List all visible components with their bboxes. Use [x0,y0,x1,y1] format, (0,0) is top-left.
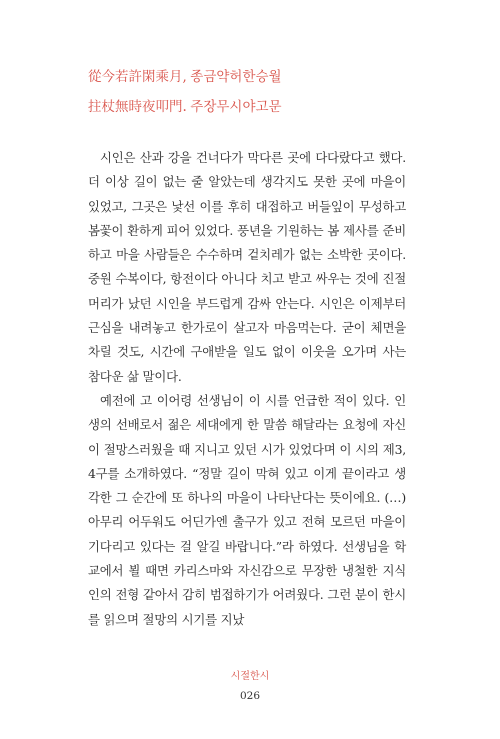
verse-korean: 종금약허한승월 [190,69,282,85]
verse-korean: 주장무시야고문 [190,99,282,115]
running-title: 시절한시 [230,671,270,682]
paragraph: 예전에 고 이어령 선생님이 이 시를 언급한 적이 있다. 인생의 선배로서 젊은 세대에게 한 말씀 해달라는 요청에 자신이 절망스러웠을 때 지니고 있던 시가 있었다며 이 시의 제3, 4구를 소개하였다. “정말 길이 막혀 있고 이게 끝이라고 생각한 그 순간에 또 하나의 마을이 나타난다는 뜻이에요. (…) 아무리 어두워도 어딘가엔 출구가 있고 전혀 모르던 마을이 기다리고 있다는 걸 알길 바랍니다.”라 하였다. 선생님을 학교에서 뵐 때면 카리스마와 자신감으로 무장한 냉철한 지식인의 전형 같아서 감히 범접하기가 어려웠다. 그런 분이 한시를 읽으며 절망의 시기를 지났 [88,392,406,627]
verse-line [88,62,282,92]
paragraph: 시인은 산과 강을 건너다가 막다른 곳에 다다랐다고 했다. 더 이상 길이 없는 줄 알았는데 생각지도 못한 곳에 마을이 있었고, 그곳은 낯선 이를 후히 대접하고 버들잎이 무성하고 봄꽃이 환하게 피어 있었다. 풍년을 기원하는 봄 제사를 준비하고 마을 사람들은 수수하며 겉치레가 없는 소박한 곳이다. 중원 수복이다, 항전이다 아니다 치고 받고 싸우는 것에 진절머리가 났던 시인을 부드럽게 감싸 안는다. 시인은 이제부터 근심을 내려놓고 한가로이 살고자 마음먹는다. 굳이 체면을 차릴 것도, 시간에 구애받을 일도 없이 이웃을 오가며 사는 참다운 삶 말이다. [88,150,406,384]
body-text [88,146,406,632]
page-footer [0,670,500,702]
verse-block [88,62,282,122]
verse-line [88,92,282,122]
verse-hanja: 拄杖無時夜叩門. [88,99,187,115]
verse-hanja: 從今若許閑乘月, [88,69,187,85]
page-number: 026 [239,690,261,702]
